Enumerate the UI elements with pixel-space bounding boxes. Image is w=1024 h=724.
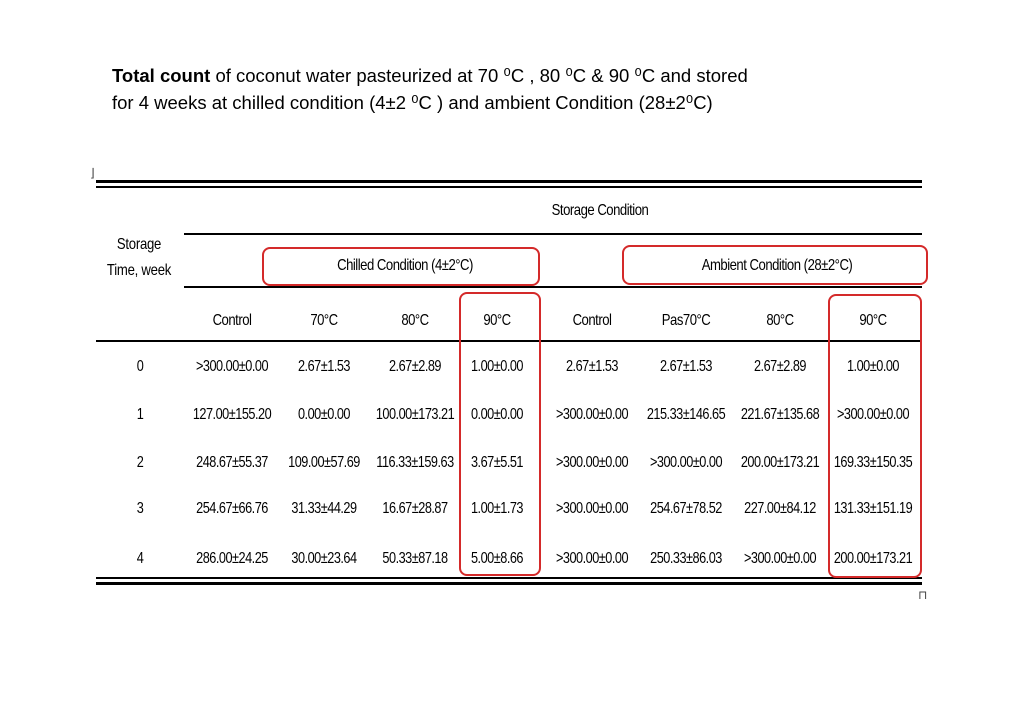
value-cell: 254.67±66.76 — [196, 500, 268, 517]
title-bold: Total count — [112, 65, 211, 86]
highlight-box-ambient-90c — [828, 294, 922, 578]
value-cell: 286.00±24.25 — [196, 550, 268, 567]
table-rule-top — [96, 180, 922, 183]
corner-mark-top-left: ⌋ — [90, 166, 95, 180]
highlight-box-ambient — [622, 245, 928, 285]
corner-mark-bottom-right: ⊓ — [918, 588, 928, 602]
value-cell: 200.00±173.21 — [833, 550, 913, 567]
value-cell: 221.67±135.68 — [740, 406, 820, 423]
value-cell: 1.00±1.73 — [470, 500, 524, 517]
value-cell: 3.67±5.51 — [470, 454, 524, 471]
value-cell: 50.33±87.18 — [382, 550, 448, 567]
table-rule-bottom — [96, 582, 922, 585]
title-line1: of coconut water pasteurized at 70 ⁰C , 80 ⁰C & 90 ⁰C and stored — [210, 65, 748, 86]
slide-title — [112, 62, 912, 116]
stub-header-line1: Storage — [116, 236, 162, 253]
value-cell: >300.00±0.00 — [555, 406, 629, 423]
title-line2: for 4 weeks at chilled condition (4±2 ⁰C ) and ambient Condition (28±2⁰C) — [112, 92, 713, 113]
value-cell: 2.67±1.53 — [565, 358, 619, 375]
week-cell: 2 — [136, 454, 144, 471]
table-rule-bottom-inner — [96, 577, 922, 579]
value-cell: 2.67±2.89 — [753, 358, 807, 375]
value-cell: >300.00±0.00 — [555, 500, 629, 517]
column-header: Pas70°C — [661, 312, 711, 329]
week-cell: 1 — [136, 406, 144, 423]
table-rule-group — [184, 233, 922, 235]
ambient-header: Ambient Condition (28±2°C) — [701, 257, 853, 274]
value-cell: 0.00±0.00 — [470, 406, 524, 423]
column-header: Control — [212, 312, 252, 329]
value-cell: 215.33±146.65 — [646, 406, 726, 423]
chilled-header: Chilled Condition (4±2°C) — [337, 257, 473, 274]
column-header: 90°C — [483, 312, 511, 329]
value-cell: 2.67±1.53 — [659, 358, 713, 375]
value-cell: >300.00±0.00 — [649, 454, 723, 471]
value-cell: 30.00±23.64 — [291, 550, 357, 567]
column-header: 80°C — [766, 312, 794, 329]
value-cell: 250.33±86.03 — [650, 550, 722, 567]
value-cell: 227.00±84.12 — [744, 500, 816, 517]
stub-header — [104, 232, 175, 284]
table-rule-subgroup — [184, 286, 922, 288]
highlight-box-chilled — [262, 247, 540, 286]
value-cell: 1.00±0.00 — [470, 358, 524, 375]
week-cell: 3 — [136, 500, 144, 517]
value-cell: 127.00±155.20 — [192, 406, 272, 423]
value-cell: >300.00±0.00 — [555, 454, 629, 471]
value-cell: 200.00±173.21 — [740, 454, 820, 471]
group-header: Storage Condition — [551, 202, 649, 219]
value-cell: 131.33±151.19 — [833, 500, 913, 517]
value-cell: >300.00±0.00 — [195, 358, 269, 375]
value-cell: 169.33±150.35 — [833, 454, 913, 471]
value-cell: 109.00±57.69 — [288, 454, 360, 471]
highlight-box-chilled-90c — [459, 292, 541, 576]
value-cell: 1.00±0.00 — [846, 358, 900, 375]
value-cell: 16.67±28.87 — [382, 500, 448, 517]
stub-header-line2: Time, week — [106, 262, 172, 279]
table-rule-top-inner — [96, 186, 922, 188]
value-cell: 31.33±44.29 — [291, 500, 357, 517]
column-header: Control — [572, 312, 612, 329]
column-header: 80°C — [401, 312, 429, 329]
week-cell: 0 — [136, 358, 144, 375]
value-cell: 248.67±55.37 — [196, 454, 268, 471]
column-header: 70°C — [310, 312, 338, 329]
value-cell: 5.00±8.66 — [470, 550, 524, 567]
value-cell: 116.33±159.63 — [376, 454, 454, 471]
value-cell: >300.00±0.00 — [836, 406, 910, 423]
column-header: 90°C — [859, 312, 887, 329]
value-cell: 254.67±78.52 — [650, 500, 722, 517]
value-cell: 2.67±1.53 — [297, 358, 351, 375]
value-cell: >300.00±0.00 — [555, 550, 629, 567]
value-cell: 0.00±0.00 — [297, 406, 351, 423]
week-cell: 4 — [136, 550, 144, 567]
value-cell: >300.00±0.00 — [743, 550, 817, 567]
value-cell: 100.00±173.21 — [375, 406, 455, 423]
value-cell: 2.67±2.89 — [388, 358, 442, 375]
